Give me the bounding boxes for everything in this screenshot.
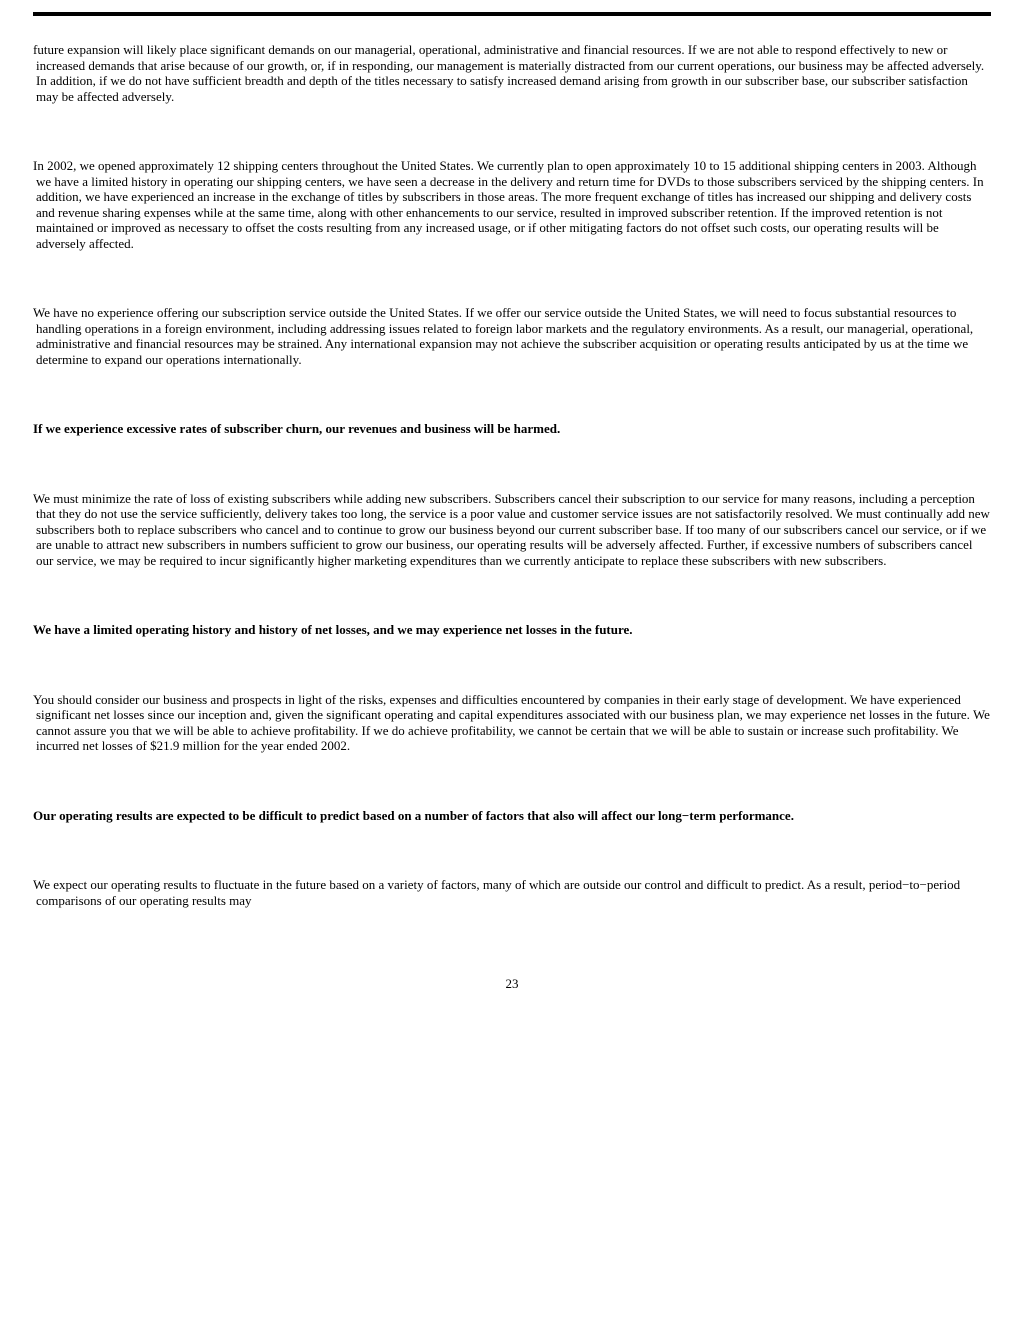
paragraph-net-losses: You should consider our business and prospects in light of the risks, expenses and difficulties encountered by companies in their early stage of development. We have experienced significant net losses since our inception and, given the significant operating and capital expenditures associated with our business plan, we may experience net losses in the future. We cannot assure you that we will be able to achieve profitability. If we do achieve profitability, we cannot be certain that we will be able to sustain or increase such profitability. We incurred net losses of $21.9 million for the year ended 2002. xyxy=(33,691,990,753)
top-horizontal-rule xyxy=(33,12,991,16)
paragraph-shipping-centers: In 2002, we opened approximately 12 shipping centers throughout the United States. We currently plan to open approximately 10 to 15 additional shipping centers in 2003. Although we have a limited history in operating our shipping centers, we have seen a decrease in the delivery and return time for DVDs to those subscribers serviced by the shipping centers. In addition, we have experienced an increase in the exchange of titles by subscribers in those areas. The more frequent exchange of titles has increased our shipping and delivery costs and revenue sharing expenses while at the same time, along with other enhancements to our service, resulted in improved subscriber retention. If the improved retention is not maintained or improved as necessary to offset the costs resulting from any increased usage, or if other mitigating factors do not offset such costs, our operating results will be adversely affected. xyxy=(33,158,984,251)
heading-operating-results: Our operating results are expected to be difficult to predict based on a number of factors that also will affect our long−term performance. xyxy=(33,807,794,823)
paragraph-subscriber-churn: We must minimize the rate of loss of existing subscribers while adding new subscribers. Subscribers cancel their subscription to our service for many reasons, including a perception that they do not use the service sufficiently, delivery takes too long, the service is a poor value and customer service issues are not satisfactorily resolved. We must continually add new subscribers both to replace subscribers who cancel and to continue to grow our business beyond our current subscriber base. If too many of our subscribers cancel our service, or if we are unable to attract new subscribers in numbers sufficient to grow our business, our operating results will be adversely affected. Further, if excessive numbers of subscribers cancel our service, we may be required to incur significantly higher marketing expenditures than we currently anticipate to replace these subscribers with new subscribers. xyxy=(33,490,990,568)
heading-net-losses: We have a limited operating history and history of net losses, and we may experience net losses in the future. xyxy=(33,622,633,637)
heading-subscriber-churn: If we experience excessive rates of subscriber churn, our revenues and business will be harmed. xyxy=(33,421,561,436)
page-number: 23 xyxy=(505,976,519,991)
paragraph-international-expansion: We have no experience offering our subscription service outside the United States. If we offer our service outside the United States, we will need to focus substantial resources to handling operations in a foreign environment, including addressing issues related to foreign labor markets and the regulatory environments. As a result, our managerial, operational, administrative and financial resources may be strained. Any international expansion may not achieve the subscriber acquisition or operating results anticipated by us at the time we determine to expand our operations internationally. xyxy=(33,305,974,367)
paragraph-operating-results: We expect our operating results to fluctuate in the future based on a variety of factors, many of which are outside our control and difficult to predict. As a result, period−to−period comparisons of our operating results may xyxy=(33,877,961,908)
paragraph-future-expansion: future expansion will likely place significant demands on our managerial, operational, administrative and financial resources. If we are not able to respond effectively to new or increased demands that arise because of our growth, or, if in responding, our management is materially distracted from our current operations, our business may be affected adversely. In addition, if we do not have sufficient breadth and depth of the titles necessary to satisfy increased demand arising from growth in our subscriber base, our subscriber satisfaction may be affected adversely. xyxy=(33,42,985,104)
